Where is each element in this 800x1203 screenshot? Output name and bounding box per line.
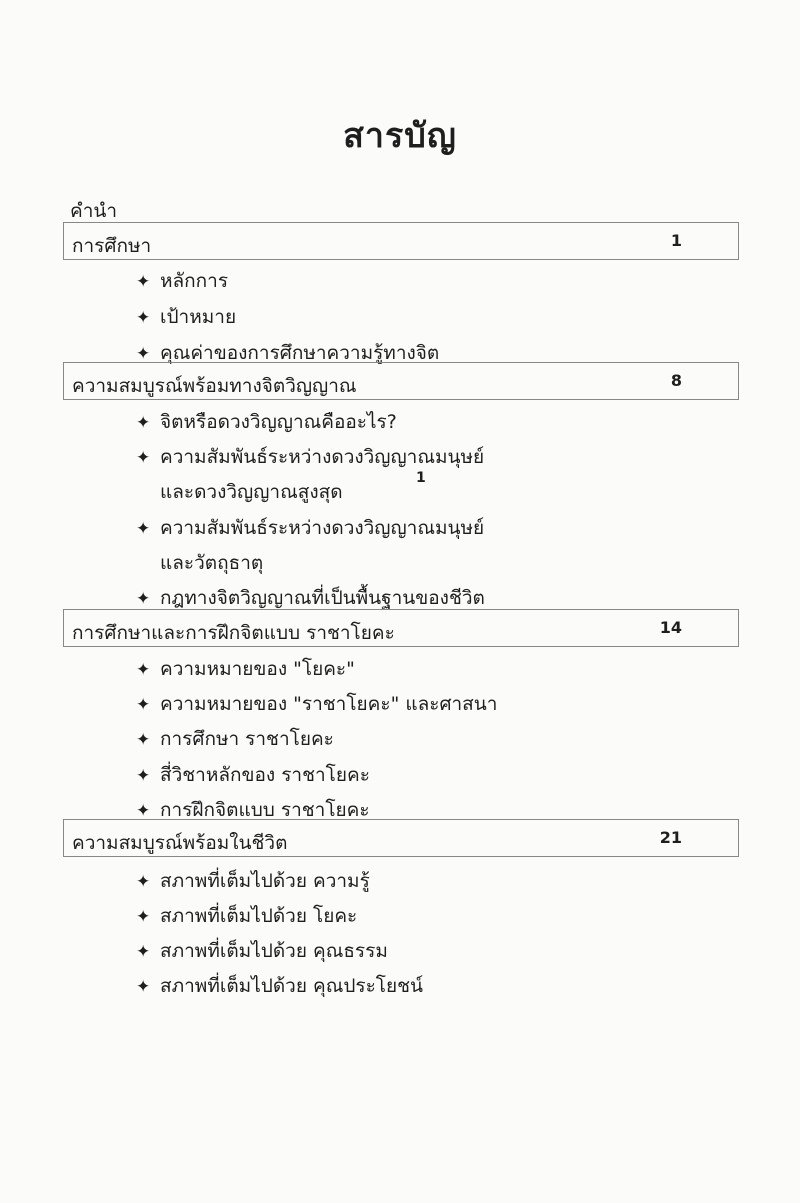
toc-item-continuation: และดวงวิญญาณสูงสุด [160, 481, 343, 503]
section-title: การศึกษา [72, 235, 152, 257]
toc-section-2 [63, 362, 739, 400]
toc-item: ✦ ความหมายของ "โยคะ" [136, 658, 355, 680]
section-page-number: 1 [670, 231, 682, 250]
toc-item: ✦ ความสัมพันธ์ระหว่างดวงวิญญาณมนุษย์ [136, 517, 485, 539]
star-bullet-icon: ✦ [136, 977, 151, 997]
toc-item: ✦ หลักการ [136, 270, 229, 292]
toc-item: ✦ สภาพที่เต็มไปด้วย ความรู้ [136, 870, 370, 892]
star-bullet-icon: ✦ [136, 872, 151, 892]
section-title: การศึกษาและการฝึกจิตแบบ ราชาโยคะ [72, 622, 395, 644]
toc-item: ✦ สี่วิชาหลักของ ราชาโยคะ [136, 764, 370, 786]
toc-item: ✦ ความหมายของ "ราชาโยคะ" และศาสนา [136, 693, 498, 715]
section-title: ความสมบูรณ์พร้อมในชีวิต [72, 832, 288, 854]
section-page-number: 8 [670, 371, 682, 390]
stray-number: 1 [416, 470, 426, 486]
star-bullet-icon: ✦ [136, 589, 151, 609]
star-bullet-icon: ✦ [136, 801, 151, 821]
star-bullet-icon: ✦ [136, 308, 151, 328]
toc-item: ✦ สภาพที่เต็มไปด้วย โยคะ [136, 905, 358, 927]
toc-item: ✦ สภาพที่เต็มไปด้วย คุณประโยชน์ [136, 975, 424, 997]
star-bullet-icon: ✦ [136, 448, 151, 468]
section-page-number: 14 [659, 618, 682, 637]
star-bullet-icon: ✦ [136, 413, 151, 433]
toc-item: ✦ การฝึกจิตแบบ ราชาโยคะ [136, 799, 370, 821]
star-bullet-icon: ✦ [136, 766, 151, 786]
star-bullet-icon: ✦ [136, 942, 151, 962]
toc-item: ✦ สภาพที่เต็มไปด้วย คุณธรรม [136, 940, 388, 962]
toc-item-continuation: และวัตถุธาตุ [160, 552, 264, 574]
toc-entry-intro: คำนำ [70, 200, 118, 222]
toc-item: ✦ การศึกษา ราชาโยคะ [136, 728, 334, 750]
toc-section-1 [63, 222, 739, 260]
toc-item: ✦ กฎทางจิตวิญญาณที่เป็นพื้นฐานของชีวิต [136, 587, 485, 609]
section-page-number: 21 [659, 828, 682, 847]
toc-section-3 [63, 609, 739, 647]
star-bullet-icon: ✦ [136, 695, 151, 715]
toc-item: ✦ จิตหรือดวงวิญญาณคืออะไร? [136, 411, 397, 433]
star-bullet-icon: ✦ [136, 660, 151, 680]
star-bullet-icon: ✦ [136, 272, 151, 292]
page-title: สารบัญ [343, 116, 457, 156]
toc-item: ✦ เป้าหมาย [136, 306, 237, 328]
star-bullet-icon: ✦ [136, 730, 151, 750]
section-title: ความสมบูรณ์พร้อมทางจิตวิญญาณ [72, 375, 357, 397]
star-bullet-icon: ✦ [136, 519, 151, 539]
toc-item: ✦ ความสัมพันธ์ระหว่างดวงวิญญาณมนุษย์ [136, 446, 485, 468]
toc-section-4 [63, 819, 739, 857]
toc-item: ✦ คุณค่าของการศึกษาความรู้ทางจิต [136, 342, 440, 364]
star-bullet-icon: ✦ [136, 907, 151, 927]
star-bullet-icon: ✦ [136, 344, 151, 364]
